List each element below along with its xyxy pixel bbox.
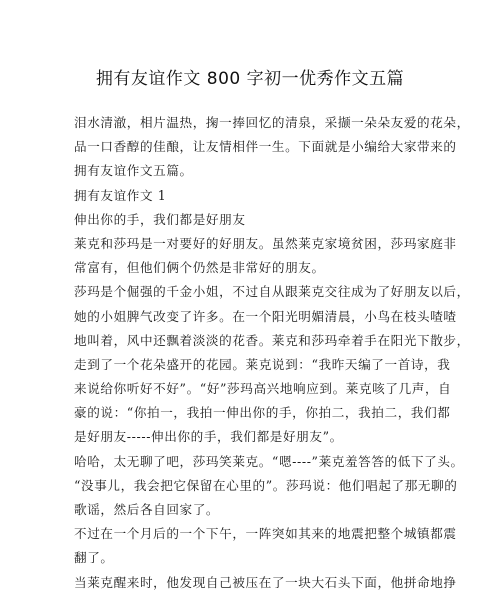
text-line: 她的小姐脾气改变了许多。在一个阳光明媚清晨，小鸟在枝头喳喳 bbox=[74, 308, 457, 324]
text-line: 不过在一个月后的一个下午，一阵突如其来的地震把整个城镇都震 bbox=[74, 526, 457, 542]
page-title: 拥有友谊作文 800 字初一优秀作文五篇 bbox=[95, 69, 405, 89]
text-line: 豪的说：“你拍一，我拍一伸出你的手，你拍二，我拍二，我们都 bbox=[74, 405, 451, 421]
text-line: 拥有友谊作文五篇。 bbox=[74, 163, 193, 179]
text-line: 来说给你听好不好”。“好”莎玛高兴地响应到。莱克咳了几声，自 bbox=[74, 381, 452, 397]
text-line: 地叫着，风中还飘着淡淡的花香。莱克和莎玛牵着手在阳光下散步， bbox=[74, 332, 470, 348]
text-line: 莎玛是个倔强的千金小姐，不过自从跟莱克交往成为了好朋友以后， bbox=[74, 284, 470, 300]
text-line: 哈哈，太无聊了吧，莎玛笑莱克。“嗯----”莱克羞答答的低下了头。 bbox=[74, 453, 464, 469]
story-subtitle: 伸出你的手，我们都是好朋友 bbox=[74, 211, 246, 227]
text-line: 是好朋友-----伸出你的手，我们都是好朋友”。 bbox=[74, 429, 343, 445]
text-line: 当莱克醒来时，他发现自己被压在了一块大石头下面，他拼命地挣 bbox=[74, 574, 457, 590]
text-line: 走到了一个花朵盛开的花园。莱克说到：“我昨天编了一首诗，我 bbox=[74, 356, 451, 372]
text-line: 莱克和莎玛是一对要好的好朋友。虽然莱克家境贫困，莎玛家庭非 bbox=[74, 235, 457, 251]
text-line: 歌谣，然后各自回家了。 bbox=[74, 502, 220, 517]
text-line: 品一口香醇的佳酿，让友情相伴一生。下面就是小编给大家带来的 bbox=[74, 139, 457, 155]
text-line: 翻了。 bbox=[74, 550, 114, 566]
text-line: “没事儿，我会把它保留在心里的”。莎玛说：他们唱起了那无聊的 bbox=[74, 477, 458, 493]
section-heading: 拥有友谊作文 1 bbox=[74, 187, 167, 203]
article-body bbox=[74, 111, 470, 595]
text-line: 泪水清澈，相片温热，掬一捧回忆的清泉，采撷一朵朵友爱的花朵， bbox=[74, 115, 470, 130]
text-line: 常富有，但他们俩个仍然是非常好的朋友。 bbox=[74, 260, 325, 276]
